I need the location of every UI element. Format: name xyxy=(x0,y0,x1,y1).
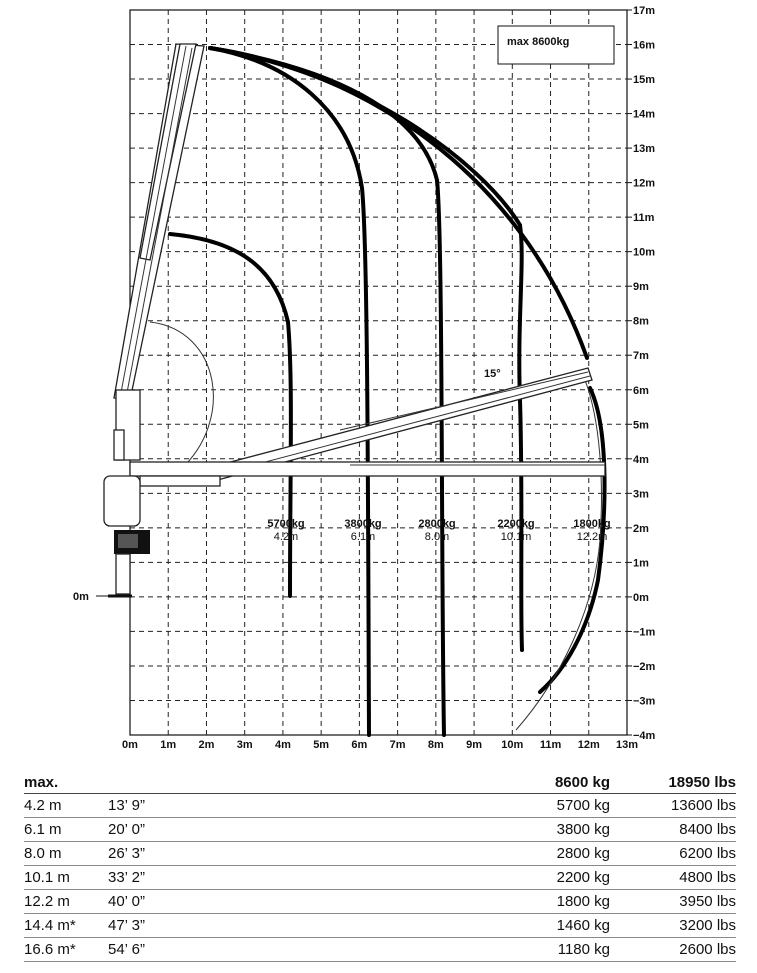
x-axis-labels xyxy=(122,739,638,751)
load-curve-5700kg xyxy=(170,234,291,596)
y-tick-label: 2m xyxy=(633,522,649,535)
load-label-3 xyxy=(418,518,455,543)
row-m: 14.4 m* xyxy=(24,914,108,938)
row-kg: 1800 kg xyxy=(358,890,610,914)
max-label: max 8600kg xyxy=(507,36,570,48)
row-m: 10.1 m xyxy=(24,866,108,890)
row-ft: 26’ 3” xyxy=(108,842,358,866)
load-curve-outer-upper xyxy=(210,48,587,358)
grid-lines xyxy=(130,10,632,735)
load-label-1 xyxy=(267,518,304,543)
row-lbs: 2600 lbs xyxy=(610,938,736,962)
capacity-table xyxy=(24,771,736,962)
row-lbs: 6200 lbs xyxy=(610,842,736,866)
row-lbs: 3200 lbs xyxy=(610,914,736,938)
table-row xyxy=(24,866,736,890)
svg-text:2800kg: 2800kg xyxy=(418,518,456,530)
y-tick-label: 5m xyxy=(633,419,649,432)
x-tick-label: 9m xyxy=(466,739,483,751)
chart-frame xyxy=(130,10,627,735)
y-tick-label: 1m xyxy=(633,557,649,570)
table-row xyxy=(24,890,736,914)
row-ft: 20’ 0” xyxy=(108,818,358,842)
row-ft: 13’ 9” xyxy=(108,794,358,818)
x-tick-label: 13m xyxy=(615,739,639,751)
header-lbs: 18950 lbs xyxy=(610,771,736,794)
y-tick-label: −2m xyxy=(633,660,656,673)
row-lbs: 13600 lbs xyxy=(610,794,736,818)
y-tick-label: 4m xyxy=(633,453,649,466)
table-row xyxy=(24,914,736,938)
svg-text:4.2m: 4.2m xyxy=(273,531,299,543)
row-m: 12.2 m xyxy=(24,890,108,914)
x-tick-label: 1m xyxy=(160,739,177,751)
table-row xyxy=(24,842,736,866)
y-tick-label: 6m xyxy=(633,384,649,397)
header-kg: 8600 kg xyxy=(358,771,610,794)
svg-text:5700kg: 5700kg xyxy=(267,518,305,530)
load-label-4 xyxy=(497,518,534,543)
header-max: max. xyxy=(24,771,108,794)
y-tick-label: 7m xyxy=(633,350,649,363)
y-tick-label: −1m xyxy=(633,626,656,639)
row-lbs: 3950 lbs xyxy=(610,890,736,914)
load-label-2 xyxy=(344,518,381,543)
y-tick-label: 14m xyxy=(633,108,656,121)
svg-text:1800kg: 1800kg xyxy=(573,518,611,530)
row-ft: 54’ 6” xyxy=(108,938,358,962)
row-ft: 33’ 2” xyxy=(108,866,358,890)
svg-text:10.1m: 10.1m xyxy=(500,531,532,543)
y-axis-labels xyxy=(633,5,656,742)
y-tick-label: 9m xyxy=(633,281,649,294)
row-ft: 47’ 3” xyxy=(108,914,358,938)
y-tick-label: 10m xyxy=(633,246,656,259)
x-tick-label: 0m xyxy=(122,739,138,751)
boom-raised xyxy=(114,44,204,460)
row-ft: 40’ 0” xyxy=(108,890,358,914)
x-tick-label: 7m xyxy=(389,739,406,751)
x-tick-label: 4m xyxy=(274,739,291,751)
row-m: 8.0 m xyxy=(24,842,108,866)
row-kg: 1180 kg xyxy=(358,938,610,962)
y-tick-label: 8m xyxy=(633,315,649,328)
table-header-row xyxy=(24,771,736,794)
header-blank xyxy=(108,771,358,794)
y-tick-label: 16m xyxy=(633,39,656,52)
row-m: 6.1 m xyxy=(24,818,108,842)
row-kg: 1460 kg xyxy=(358,914,610,938)
x-tick-label: 12m xyxy=(577,739,600,751)
x-tick-label: 11m xyxy=(539,739,562,751)
x-tick-label: 2m xyxy=(198,739,215,751)
angle-label: 15° xyxy=(484,368,501,380)
y-tick-label: −3m xyxy=(633,695,656,708)
table-row xyxy=(24,818,736,842)
svg-text:2200kg: 2200kg xyxy=(497,518,535,530)
svg-text:6.1m: 6.1m xyxy=(350,531,376,543)
y-tick-label: 3m xyxy=(633,488,649,501)
y-tick-label: 15m xyxy=(633,74,656,87)
svg-text:8.0m: 8.0m xyxy=(424,531,450,543)
x-tick-label: 8m xyxy=(427,739,444,751)
svg-text:3800kg: 3800kg xyxy=(344,518,382,530)
row-lbs: 4800 lbs xyxy=(610,866,736,890)
y-tick-label: 12m xyxy=(633,177,656,190)
row-kg: 2200 kg xyxy=(358,866,610,890)
lift-arc xyxy=(150,322,213,470)
x-tick-label: 6m xyxy=(351,739,368,751)
row-m: 16.6 m* xyxy=(24,938,108,962)
y-tick-label: 17m xyxy=(633,5,656,17)
crane-column xyxy=(104,476,150,596)
row-lbs: 8400 lbs xyxy=(610,818,736,842)
table-row xyxy=(24,938,736,962)
x-tick-label: 5m xyxy=(313,739,330,751)
x-tick-label: 10m xyxy=(501,739,524,751)
row-kg: 3800 kg xyxy=(358,818,610,842)
load-label-5 xyxy=(573,518,610,543)
x-tick-label: 3m xyxy=(236,739,253,751)
row-kg: 2800 kg xyxy=(358,842,610,866)
table-row xyxy=(24,794,736,818)
y-tick-label: 11m xyxy=(633,212,655,225)
capacity-table-body xyxy=(24,794,736,962)
row-m: 4.2 m xyxy=(24,794,108,818)
svg-text:12.2m: 12.2m xyxy=(576,531,608,543)
y-tick-label: −4m xyxy=(633,730,656,742)
y-tick-label: 0m xyxy=(633,591,649,604)
y-tick-label: 13m xyxy=(633,143,656,156)
row-kg: 5700 kg xyxy=(358,794,610,818)
zero-label: 0m xyxy=(73,591,89,603)
